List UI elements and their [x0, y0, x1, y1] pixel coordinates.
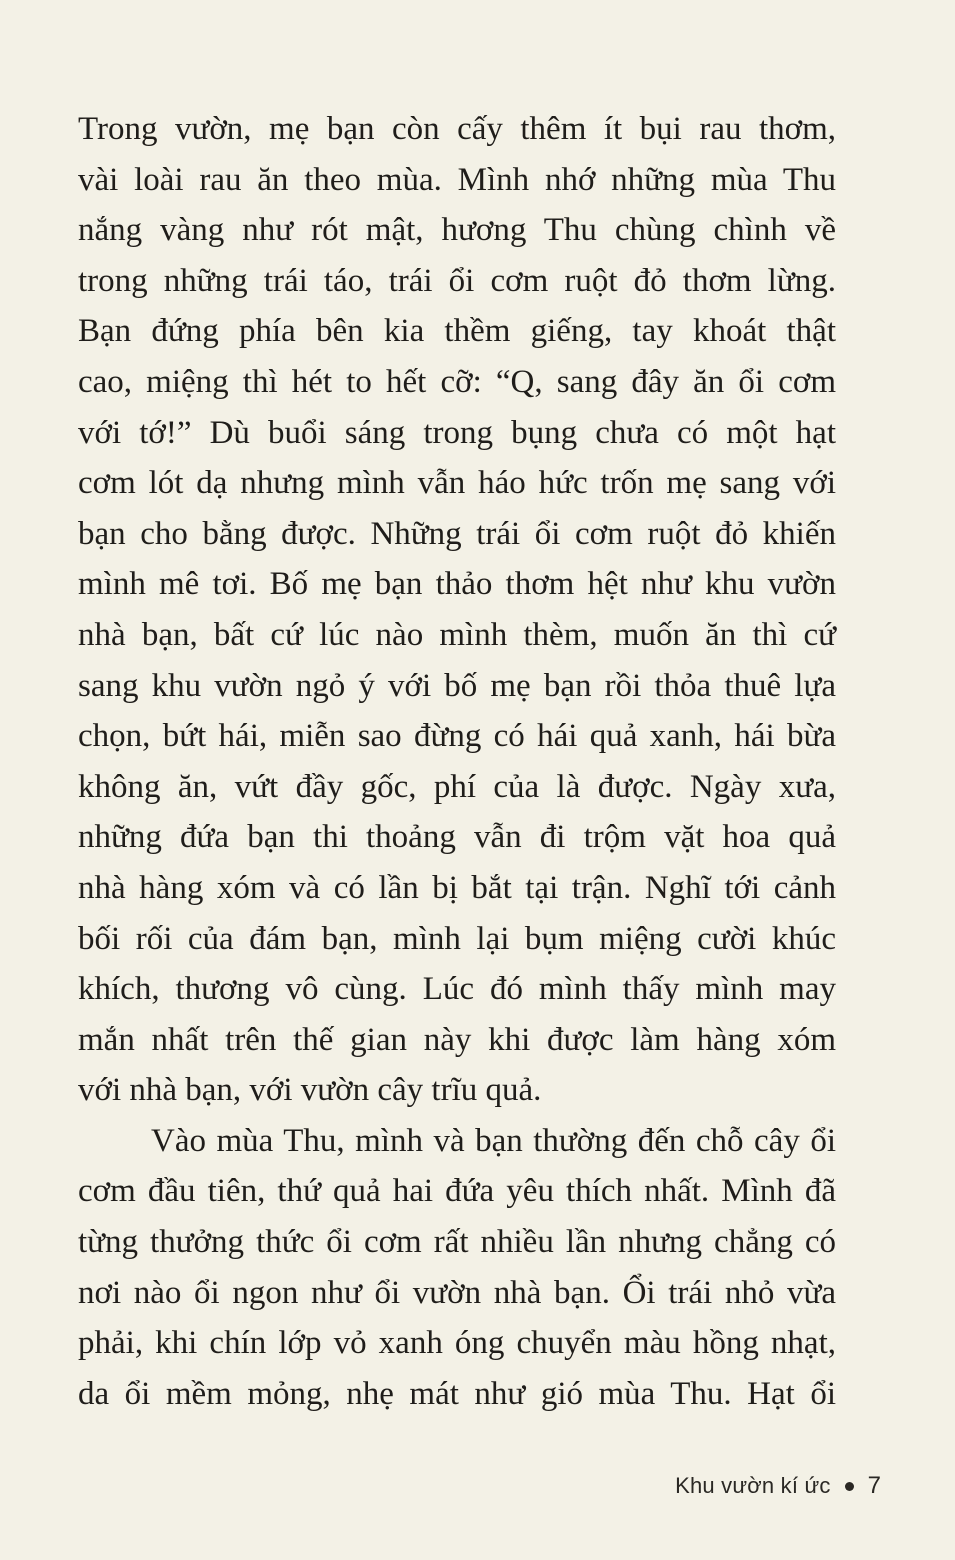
page-footer — [675, 1466, 881, 1506]
text-line: Bạn đứng phía bên kia thềm giếng, tay khoát thật — [78, 313, 836, 350]
body-text — [78, 104, 836, 1419]
text-line: phải, khi chín lớp vỏ xanh óng chuyển màu hồng nhạt, — [78, 1325, 836, 1362]
text-line: da ổi mềm mỏng, nhẹ mát như gió mùa Thu. Hạt ổi — [78, 1375, 836, 1412]
text-line: bối rối của đám bạn, mình lại bụm miệng cười khúc — [78, 920, 836, 957]
text-line: chọn, bứt hái, miễn sao đừng có hái quả xanh, hái bừa — [78, 718, 836, 755]
text-line: khích, thương vô cùng. Lúc đó mình thấy mình may — [78, 971, 836, 1008]
text-line: cơm đầu tiên, thứ quả hai đứa yêu thích nhất. Mình đã — [78, 1173, 836, 1210]
text-line: Trong vườn, mẹ bạn còn cấy thêm ít bụi rau thơm, — [78, 111, 836, 147]
text-line: mình mê tơi. Bố mẹ bạn thảo thơm hệt như khu vườn — [78, 566, 836, 603]
text-line: trong những trái táo, trái ổi cơm ruột đỏ thơm lừng. — [78, 262, 836, 299]
text-line: từng thưởng thức ổi cơm rất nhiều lần nhưng chẳng có — [78, 1224, 836, 1261]
text-line: mắn nhất trên thế gian này khi được làm hàng xóm — [78, 1021, 836, 1058]
text-line: không ăn, vứt đầy gốc, phí của là được. Ngày xưa, — [78, 768, 836, 805]
text-line: những đứa bạn thi thoảng vẫn đi trộm vặt hoa quả — [78, 819, 836, 856]
text-line: bạn cho bằng được. Những trái ổi cơm ruột đỏ khiến — [78, 515, 836, 552]
page-number: 7 — [867, 1472, 881, 1499]
text-line: nắng vàng như rót mật, hương Thu chùng chình về — [78, 212, 836, 249]
text-line: với nhà bạn, với vườn cây trĩu quả. — [78, 1072, 542, 1109]
text-line: nhà bạn, bất cứ lúc nào mình thèm, muốn ăn thì cứ — [78, 616, 836, 653]
text-line: cao, miệng thì hét to hết cỡ: “Q, sang đây ăn ổi cơm — [78, 363, 836, 400]
running-title: Khu vườn kí ức — [675, 1473, 831, 1498]
text-line: cơm lót dạ nhưng mình vẫn háo hức trốn mẹ sang với — [78, 465, 836, 502]
text-line: nhà hàng xóm và có lần bị bắt tại trận. Nghĩ tới cảnh — [78, 869, 836, 906]
text-line: vài loài rau ăn theo mùa. Mình nhớ những mùa Thu — [78, 161, 836, 198]
text-line: nơi nào ổi ngon như ổi vườn nhà bạn. Ổi trái nhỏ vừa — [78, 1274, 836, 1311]
bullet-separator-icon — [845, 1482, 854, 1491]
text-line: Vào mùa Thu, mình và bạn thường đến chỗ cây ổi — [151, 1122, 836, 1159]
text-line: với tớ!” Dù buổi sáng trong bụng chưa có một hạt — [78, 414, 836, 451]
text-line: sang khu vườn ngỏ ý với bố mẹ bạn rồi thỏa thuê lựa — [78, 667, 836, 704]
